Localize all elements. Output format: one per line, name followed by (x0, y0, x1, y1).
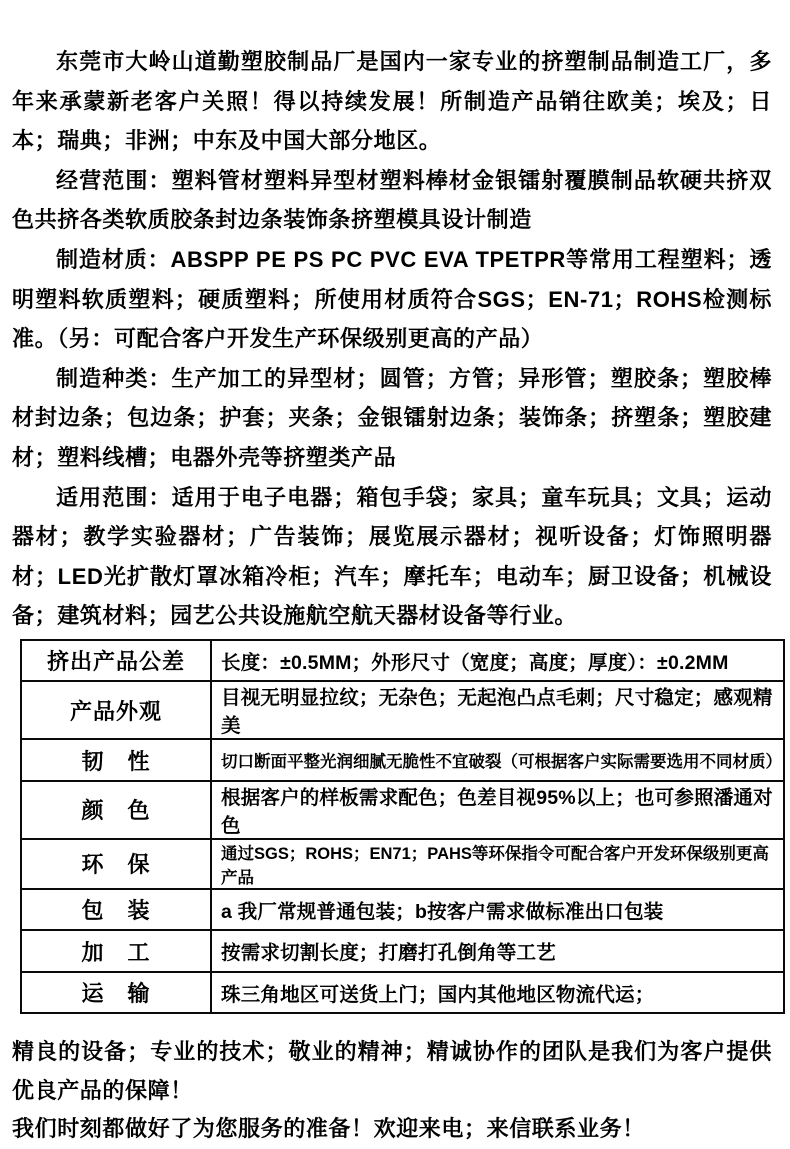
spec-label: 韧 性 (21, 739, 211, 781)
spec-value: 通过SGS；ROHS；EN71；PAHS等环保指令可配合客户开发环保级别更高产品 (211, 839, 784, 889)
spec-value: 按需求切割长度；打磨打孔倒角等工艺 (211, 930, 784, 972)
spec-label: 运 输 (21, 972, 211, 1014)
spec-row-appearance (21, 681, 784, 739)
business-scope-paragraph: 经营范围：塑料管材塑料异型材塑料棒材金银镭射覆膜制品软硬共挤双色共挤各类软质胶条封边条装饰条挤塑模具设计制造 (12, 167, 772, 233)
spec-value: 珠三角地区可送货上门；国内其他地区物流代运； (211, 972, 784, 1014)
spec-value: 根据客户的样板需求配色；色差目视95%以上；也可参照潘通对色 (211, 781, 784, 839)
spec-value: a 我厂常规普通包装；b按客户需求做标准出口包装 (211, 889, 784, 931)
spec-label: 挤出产品公差 (21, 640, 211, 682)
closing-section (12, 1033, 772, 1149)
product-types-paragraph: 制造种类：生产加工的异型材；圆管；方管；异形管；塑胶条；塑胶棒材封边条；包边条；护套；夹条；金银镭射边条；装饰条；挤塑条；塑胶建材；塑料线槽；电器外壳等挤塑类产品 (12, 365, 772, 470)
spec-label: 产品外观 (21, 681, 211, 739)
team-slogan-paragraph: 精良的设备；专业的技术；敬业的精神；精诚协作的团队是我们为客户提供优良产品的保障！ (12, 1039, 772, 1103)
spec-row-packaging (21, 889, 784, 931)
spec-row-environment (21, 839, 784, 889)
spec-row-processing (21, 930, 784, 972)
materials-paragraph: 制造材质：ABSPP PE PS PC PVC EVA TPETPR等常用工程塑料；透明塑料软质塑料；硬质塑料；所使用材质符合SGS；EN-71；ROHS检测标准。（另：可配合客户开发生产环保级别更高的产品） (12, 246, 772, 352)
spec-value: 长度：±0.5MM；外形尺寸（宽度；高度；厚度）：±0.2MM (211, 640, 784, 682)
application-range-paragraph: 适用范围：适用于电子电器；箱包手袋；家具；童车玩具；文具；运动器材；教学实验器材；广告装饰；展览展示器材；视听设备；灯饰照明器材；LED光扩散灯罩冰箱冷柜；汽车；摩托车；电动车；厨卫设备；机械设备；建筑材料；园艺公共设施航空航天器材设备等行业。 (12, 484, 772, 629)
spec-row-color (21, 781, 784, 839)
spec-label: 包 装 (21, 889, 211, 931)
spec-row-tolerance (21, 640, 784, 682)
spec-table-body (21, 640, 784, 1014)
contact-invitation-paragraph: 我们时刻都做好了为您服务的准备！欢迎来电；来信联系业务！ (12, 1116, 645, 1142)
spec-label: 颜 色 (21, 781, 211, 839)
spec-value: 目视无明显拉纹；无杂色；无起泡凸点毛刺；尺寸稳定；感观精美 (211, 681, 784, 739)
spec-value: 切口断面平整光润细腻无脆性不宜破裂（可根据客户实际需要选用不同材质） (211, 739, 784, 781)
company-profile-paragraph: 东莞市大岭山道勤塑胶制品厂是国内一家专业的挤塑制品制造工厂，多年来承蒙新老客户关照！得以持续发展！所制造产品销往欧美；埃及；日本；瑞典；非洲；中东及中国大部分地区。 (12, 49, 772, 154)
spec-row-shipping (21, 972, 784, 1014)
spec-label: 环 保 (21, 839, 211, 889)
spec-label: 加 工 (21, 930, 211, 972)
spec-table (20, 639, 785, 1015)
spec-row-toughness (21, 739, 784, 781)
